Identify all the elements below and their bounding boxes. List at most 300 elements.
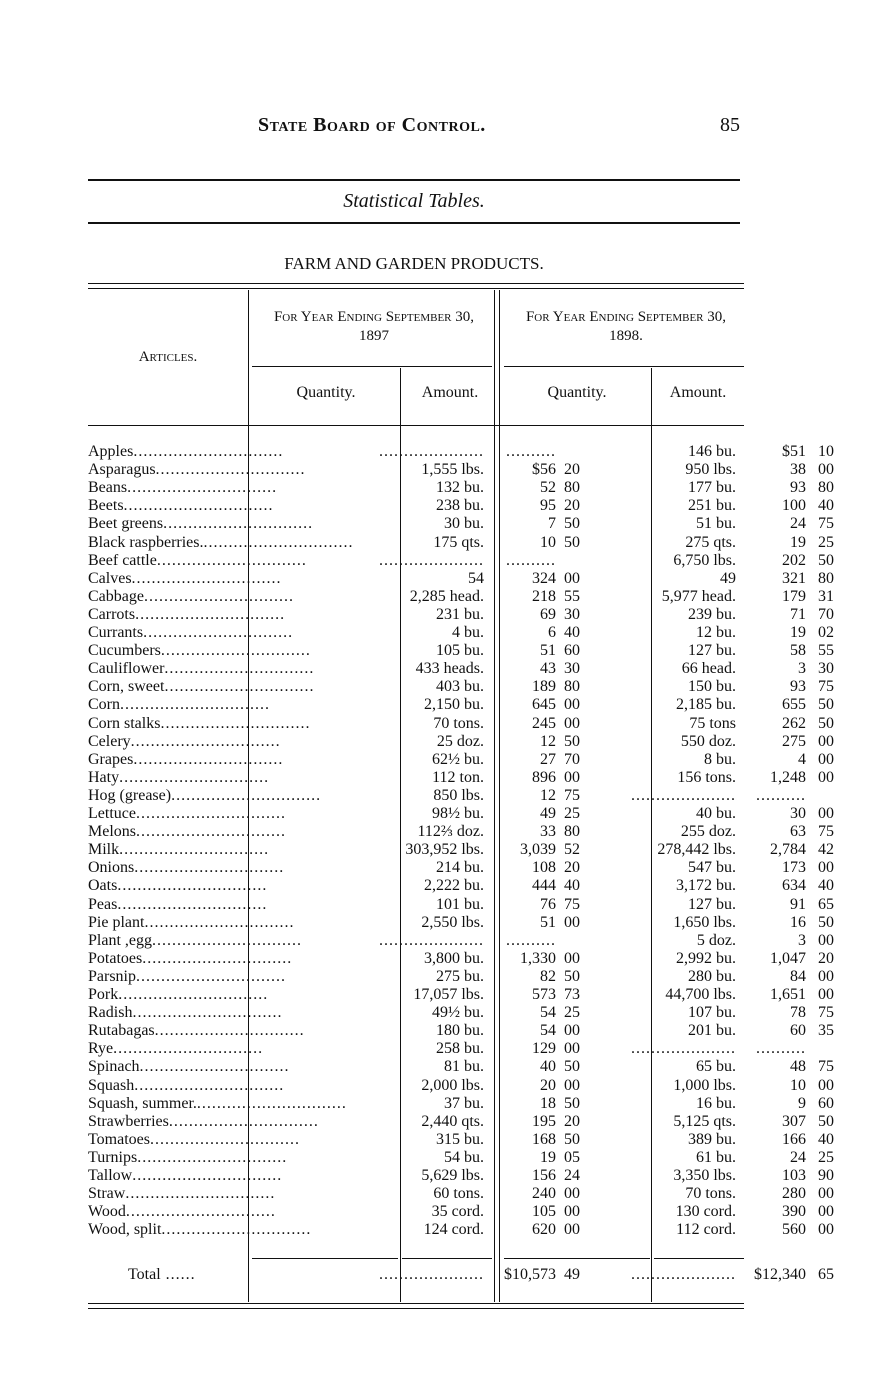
row-cents-1898: 75 — [818, 823, 834, 841]
row-amount-1897: 82 — [540, 967, 556, 985]
row-quantity-1897: 105 bu. — [436, 642, 484, 660]
row-amount-1898: 48 — [790, 1058, 806, 1076]
row-cents-1897: 00 — [564, 1040, 580, 1058]
row-quantity-1897: ..................... — [379, 443, 484, 460]
row-quantity-1898: 5,125 qts. — [673, 1112, 736, 1130]
table-row — [88, 1094, 834, 1113]
table-row — [88, 461, 834, 479]
table-row — [88, 859, 834, 877]
row-quantity-1898: ..................... — [631, 786, 736, 804]
row-quantity-1898: 547 bu. — [688, 859, 736, 877]
rule-section — [88, 222, 740, 224]
article-label: Currants — [88, 624, 144, 641]
row-article-name: Pork.............................. — [88, 986, 269, 1003]
row-amount-1898: $51 — [782, 443, 806, 460]
table-row — [88, 696, 834, 714]
article-label: Pie plant — [88, 913, 145, 931]
row-article-name: Oats.............................. — [88, 877, 268, 895]
article-label: Beef cattle — [88, 551, 157, 569]
page-number: 85 — [720, 114, 740, 136]
rule-total-1898-a — [654, 1258, 744, 1259]
table-row — [88, 931, 834, 950]
row-quantity-1897: 98½ bu. — [432, 805, 484, 822]
row-article-name: Peas.............................. — [88, 895, 268, 913]
row-amount-1897: 52 — [540, 479, 556, 497]
row-quantity-1898: 5 doz. — [696, 931, 736, 949]
row-article-name: Milk.............................. — [88, 841, 270, 859]
table-row — [88, 1130, 834, 1149]
row-amount-1897: $56 — [532, 461, 556, 479]
row-quantity-1897: ..................... — [379, 551, 484, 569]
row-amount-1898: 93 — [790, 678, 806, 696]
row-article-name: Lettuce.............................. — [88, 805, 286, 822]
row-cents-1897: 25 — [564, 1004, 580, 1022]
row-cents-1898: 00 — [818, 461, 834, 479]
row-article-name: Plant ,egg.............................. — [88, 931, 302, 949]
row-amount-1897: 12 — [540, 786, 556, 804]
row-amount-1898: 262 — [782, 714, 806, 732]
table-row — [88, 1221, 834, 1239]
header-amount-1897: Amount. — [421, 384, 479, 401]
header-period-1897: For Year Ending September 30, 1897 — [273, 309, 475, 344]
row-cents-1897: 40 — [564, 624, 580, 641]
row-cents-1898: 31 — [818, 587, 834, 605]
article-label: Oats — [88, 877, 118, 895]
row-article-name: Pie plant.............................. — [88, 913, 295, 931]
row-quantity-1897: 258 bu. — [436, 1040, 484, 1058]
row-cents-1897: 50 — [564, 533, 580, 551]
article-label: Beet greens — [88, 515, 164, 533]
row-amount-1897: 129 — [532, 1040, 556, 1058]
row-amount-1897: 33 — [540, 823, 556, 841]
row-cents-1897: 00 — [564, 949, 580, 967]
row-quantity-1897: 180 bu. — [436, 1022, 484, 1040]
row-quantity-1897: 4 bu. — [452, 624, 484, 641]
row-cents-1897: 50 — [564, 515, 580, 533]
row-quantity-1898: 950 lbs. — [685, 461, 736, 479]
row-quantity-1897: 315 bu. — [436, 1130, 484, 1148]
row-amount-1898: 19 — [790, 533, 806, 551]
table-row — [88, 786, 806, 805]
row-cents-1898: 25 — [818, 1148, 834, 1166]
row-article-name: Tallow.............................. — [88, 1167, 283, 1184]
row-cents-1898: 00 — [818, 1203, 834, 1221]
row-cents-1897: 20 — [564, 497, 580, 515]
row-article-name: Tomatoes.............................. — [88, 1130, 300, 1148]
row-amount-1897: 444 — [532, 877, 556, 895]
row-cents-1898: 00 — [818, 967, 834, 985]
table-row — [88, 660, 834, 678]
row-amount-1898: 3 — [798, 931, 806, 949]
row-cents-1898: 30 — [818, 660, 834, 678]
row-quantity-1898: 65 bu. — [696, 1058, 736, 1076]
article-label: Wood, split — [88, 1221, 162, 1239]
row-amount-1898: 10 — [790, 1076, 806, 1094]
row-cents-1897: 75 — [564, 786, 580, 804]
row-quantity-1897: 275 bu. — [436, 967, 484, 985]
row-amount-1897: 19 — [540, 1148, 556, 1166]
rule-header-bottom — [88, 425, 744, 426]
row-amount-1898: 103 — [782, 1167, 806, 1184]
row-amount-1898: 16 — [790, 913, 806, 931]
row-amount-1898: 100 — [782, 497, 806, 515]
row-quantity-1897: 54 bu. — [444, 1148, 484, 1166]
article-label: Strawberries — [88, 1112, 169, 1130]
article-label: Rye — [88, 1040, 114, 1058]
table-row — [88, 587, 834, 606]
row-quantity-1898: 75 tons — [689, 714, 736, 732]
row-cents-1898: 75 — [818, 678, 834, 696]
table-row — [88, 714, 834, 733]
row-amount-1897: 245 — [532, 714, 556, 732]
row-cents-1897: 80 — [564, 479, 580, 497]
article-label: Lettuce — [88, 805, 136, 822]
row-quantity-1898: 1,650 lbs. — [673, 913, 736, 931]
article-label: Tomatoes — [88, 1130, 150, 1148]
row-cents-1898: 50 — [818, 913, 834, 931]
row-amount-1897: .......... — [506, 443, 556, 460]
total-cents-1898: 65 — [818, 1266, 834, 1283]
row-article-name: Radish.............................. — [88, 1004, 283, 1022]
row-quantity-1898: 6,750 lbs. — [673, 551, 736, 569]
row-quantity-1898: 70 tons. — [685, 1185, 736, 1203]
article-label: Melons — [88, 823, 136, 841]
row-amount-1897: 573 — [532, 986, 556, 1003]
row-amount-1898: 30 — [790, 805, 806, 822]
row-amount-1898: 84 — [790, 967, 806, 985]
row-amount-1898: 63 — [790, 823, 806, 841]
row-cents-1898: 00 — [818, 986, 834, 1003]
rule-total-1898-q — [504, 1258, 650, 1259]
article-label: Cucumbers — [88, 642, 161, 660]
row-article-name: Wood.............................. — [88, 1203, 276, 1221]
row-quantity-1897: 433 heads. — [415, 660, 484, 678]
row-quantity-1898: 275 qts. — [685, 533, 736, 551]
table-row — [88, 1185, 834, 1203]
row-article-name: Haty.............................. — [88, 768, 270, 786]
row-amount-1897: 69 — [540, 605, 556, 623]
table-row — [88, 986, 834, 1004]
row-quantity-1897: 49½ bu. — [432, 1004, 484, 1022]
row-amount-1897: 18 — [540, 1094, 556, 1112]
row-amount-1897: 105 — [532, 1203, 556, 1221]
row-amount-1897: 76 — [540, 895, 556, 913]
row-cents-1898: 90 — [818, 1167, 834, 1184]
row-cents-1897: 55 — [564, 587, 580, 605]
row-amount-1897: 6 — [548, 624, 556, 641]
row-quantity-1898: 12 bu. — [696, 624, 736, 641]
row-article-name: Onions.............................. — [88, 859, 285, 877]
row-quantity-1898: 40 bu. — [696, 805, 736, 822]
row-article-name: Beans.............................. — [88, 479, 278, 497]
row-amount-1897: 645 — [532, 696, 556, 714]
row-article-name: Beets.............................. — [88, 497, 274, 515]
article-label: Squash, summer. — [88, 1094, 197, 1112]
row-cents-1898: 02 — [818, 624, 834, 641]
article-label: Radish — [88, 1004, 133, 1022]
rule-table-top-1 — [88, 283, 744, 284]
row-cents-1898: 40 — [818, 1130, 834, 1148]
table-row — [88, 1112, 834, 1131]
row-quantity-1897: 112 ton. — [432, 768, 484, 786]
row-cents-1897: 50 — [564, 967, 580, 985]
row-quantity-1898: 280 bu. — [688, 967, 736, 985]
table-row — [88, 732, 834, 751]
table-row — [88, 443, 834, 461]
row-amount-1897: 7 — [548, 515, 556, 533]
row-article-name: Corn.............................. — [88, 696, 270, 714]
row-amount-1897: 95 — [540, 497, 556, 515]
article-label: Squash — [88, 1076, 135, 1094]
row-quantity-1897: 81 bu. — [444, 1058, 484, 1076]
row-cents-1897: 50 — [564, 1130, 580, 1148]
table-row — [88, 895, 834, 914]
row-cents-1897: 52 — [564, 841, 580, 859]
row-quantity-1898: 156 tons. — [677, 768, 736, 786]
row-article-name: Grapes.............................. — [88, 750, 284, 768]
row-amount-1898: 93 — [790, 479, 806, 497]
row-cents-1898: 65 — [818, 895, 834, 913]
total-label: Total ...... — [128, 1266, 196, 1283]
row-article-name: Asparagus.............................. — [88, 461, 306, 479]
row-quantity-1897: 175 qts. — [433, 533, 484, 551]
table-row — [88, 551, 834, 570]
row-amount-1897: 324 — [532, 569, 556, 587]
row-article-name: Currants.............................. — [88, 624, 294, 641]
row-quantity-1898: 130 cord. — [675, 1203, 736, 1221]
total-amount-1897: $10,573 — [504, 1266, 556, 1283]
row-cents-1897: 00 — [564, 1203, 580, 1221]
row-article-name: Corn, sweet.............................. — [88, 678, 315, 696]
row-amount-1898: 560 — [782, 1221, 806, 1239]
row-article-name: Spinach.............................. — [88, 1058, 290, 1076]
row-quantity-1897: 5,629 lbs. — [421, 1167, 484, 1184]
row-article-name: Apples.............................. — [88, 443, 284, 460]
row-quantity-1898: 66 head. — [681, 660, 736, 678]
row-article-name: Wood, split.............................. — [88, 1221, 312, 1239]
row-quantity-1898: 177 bu. — [688, 479, 736, 497]
header-quantity-1898: Quantity. — [547, 384, 607, 401]
row-cents-1898: 40 — [818, 877, 834, 895]
row-cents-1897: 00 — [564, 1076, 580, 1094]
row-quantity-1898: 16 bu. — [696, 1094, 736, 1112]
rule-table-top-2 — [88, 288, 744, 289]
row-quantity-1898: 2,992 bu. — [676, 949, 736, 967]
row-quantity-1897: 2,285 head. — [409, 587, 484, 605]
rule-total-1897-a — [402, 1258, 492, 1259]
row-article-name: Squash.............................. — [88, 1076, 285, 1094]
section-title: Statistical Tables. — [343, 190, 485, 212]
row-cents-1898: 75 — [818, 1004, 834, 1022]
row-cents-1897: 00 — [564, 768, 580, 786]
row-quantity-1897: 25 doz. — [436, 732, 484, 750]
table-row — [88, 1022, 834, 1040]
row-amount-1897: 54 — [540, 1004, 556, 1022]
row-amount-1897: 10 — [540, 533, 556, 551]
row-article-name: Parsnip.............................. — [88, 967, 286, 985]
row-amount-1898: 3 — [798, 660, 806, 678]
row-amount-1898: 1,248 — [770, 768, 806, 786]
row-cents-1898: 80 — [818, 569, 834, 587]
total-q2-leader: ..................... — [631, 1266, 736, 1283]
row-amount-1897: 3,039 — [520, 841, 556, 859]
article-label: Cabbage — [88, 587, 144, 605]
row-amount-1897: 189 — [532, 678, 556, 696]
row-cents-1897: 24 — [564, 1167, 580, 1184]
article-label: Milk — [88, 841, 120, 859]
row-quantity-1898: 239 bu. — [688, 605, 736, 623]
row-article-name: Cauliflower.............................. — [88, 660, 315, 678]
row-article-name: Potatoes.............................. — [88, 949, 293, 967]
row-quantity-1897: 62½ bu. — [432, 750, 484, 768]
article-label: Celery — [88, 732, 131, 750]
row-cents-1898: 00 — [818, 732, 834, 750]
row-cents-1898: 00 — [818, 1221, 834, 1239]
row-amount-1898: 38 — [790, 461, 806, 479]
row-cents-1898: 00 — [818, 1076, 834, 1094]
table-row — [88, 533, 834, 552]
row-cents-1897: 60 — [564, 642, 580, 660]
row-amount-1897: 1,330 — [520, 949, 556, 967]
row-amount-1898: 655 — [782, 696, 806, 714]
row-cents-1898: 20 — [818, 949, 834, 967]
row-cents-1898: 42 — [818, 841, 834, 859]
row-amount-1897: 620 — [532, 1221, 556, 1239]
row-amount-1898: 71 — [790, 605, 806, 623]
row-cents-1897: 50 — [564, 1094, 580, 1112]
row-cents-1898: 75 — [818, 515, 834, 533]
row-cents-1897: 00 — [564, 714, 580, 732]
row-cents-1898: 50 — [818, 551, 834, 569]
row-article-name: Squash, summer............................... — [88, 1094, 347, 1112]
row-amount-1898: 1,047 — [770, 949, 806, 967]
running-head: State Board of Control. — [258, 114, 486, 136]
row-cents-1898: 00 — [818, 768, 834, 786]
row-quantity-1897: 101 bu. — [436, 895, 484, 913]
article-label: Parsnip — [88, 967, 136, 985]
row-quantity-1898: 201 bu. — [688, 1022, 736, 1040]
article-label: Apples — [88, 443, 134, 460]
rule-top — [88, 179, 740, 181]
row-cents-1898: 00 — [818, 1185, 834, 1203]
header-quantity-1897: Quantity. — [296, 384, 356, 401]
row-quantity-1898: 51 bu. — [696, 515, 736, 533]
row-quantity-1898: ..................... — [631, 1040, 736, 1058]
row-amount-1897: 40 — [540, 1058, 556, 1076]
row-amount-1897: 20 — [540, 1076, 556, 1094]
row-amount-1898: 390 — [782, 1203, 806, 1221]
row-amount-1897: 27 — [540, 750, 556, 768]
row-quantity-1898: 8 bu. — [704, 750, 736, 768]
row-amount-1897: 218 — [532, 587, 556, 605]
row-amount-1898: 280 — [782, 1185, 806, 1203]
row-quantity-1898: 127 bu. — [688, 895, 736, 913]
article-label: Corn — [88, 696, 120, 714]
row-quantity-1897: 70 tons. — [433, 714, 484, 732]
row-cents-1897: 00 — [564, 1022, 580, 1040]
row-cents-1898: 60 — [818, 1094, 834, 1112]
row-cents-1897: 73 — [564, 986, 580, 1003]
table-row — [88, 1058, 834, 1076]
row-article-name: Hog (grease).............................. — [88, 786, 322, 804]
row-amount-1897: 168 — [532, 1130, 556, 1148]
rule-bottom-2 — [88, 1308, 744, 1309]
row-amount-1898: 60 — [790, 1022, 806, 1040]
row-quantity-1898: 278,442 lbs. — [657, 841, 736, 859]
row-amount-1898: 179 — [782, 587, 806, 605]
row-amount-1898: 202 — [782, 551, 806, 569]
table-row — [88, 913, 834, 932]
row-amount-1898: .......... — [756, 1040, 806, 1058]
rule-bottom-1 — [88, 1303, 744, 1304]
row-cents-1897: 00 — [564, 913, 580, 931]
table-row — [88, 1076, 834, 1095]
row-cents-1897: 75 — [564, 895, 580, 913]
article-label: Peas — [88, 895, 118, 913]
row-article-name: Carrots.............................. — [88, 605, 286, 623]
table-row — [88, 1004, 834, 1022]
row-amount-1897: 43 — [540, 660, 556, 678]
row-cents-1897: 00 — [564, 1221, 580, 1239]
row-amount-1898: 2,784 — [770, 841, 806, 859]
row-article-name: Straw.............................. — [88, 1185, 276, 1203]
total-cents-1897: 49 — [564, 1266, 580, 1283]
header-articles: Articles. — [138, 349, 198, 365]
row-amount-1898: 78 — [790, 1004, 806, 1022]
row-quantity-1898: 5,977 head. — [661, 587, 736, 605]
article-label: Carrots — [88, 605, 136, 623]
row-quantity-1897: 2,550 lbs. — [421, 913, 484, 931]
row-amount-1898: 19 — [790, 624, 806, 641]
article-label: Onions — [88, 859, 135, 877]
row-quantity-1897: 17,057 lbs. — [413, 986, 484, 1003]
row-amount-1898: 173 — [782, 859, 806, 877]
table-row — [88, 841, 834, 859]
table-row — [88, 642, 834, 660]
row-quantity-1897: 403 bu. — [436, 678, 484, 696]
row-amount-1898: 58 — [790, 642, 806, 660]
row-quantity-1897: 54 — [468, 569, 484, 587]
header-period-1898: For Year Ending September 30, 1898. — [525, 309, 727, 344]
row-quantity-1897: 124 cord. — [423, 1221, 484, 1239]
row-cents-1897: 20 — [564, 859, 580, 877]
row-quantity-1897: 2,222 bu. — [424, 877, 484, 895]
table-row — [88, 624, 834, 642]
row-cents-1898: 00 — [818, 805, 834, 822]
article-label: Calves — [88, 569, 132, 587]
row-cents-1898: 50 — [818, 1112, 834, 1130]
row-quantity-1897: 60 tons. — [433, 1185, 484, 1203]
row-amount-1898: 4 — [798, 750, 806, 768]
table-row — [88, 949, 834, 968]
row-quantity-1898: 112 cord. — [676, 1221, 736, 1239]
article-label: Potatoes — [88, 949, 143, 967]
row-quantity-1898: 107 bu. — [688, 1004, 736, 1022]
row-quantity-1898: 3,172 bu. — [676, 877, 736, 895]
article-label: Straw — [88, 1185, 126, 1203]
row-article-name: Rye.............................. — [88, 1040, 264, 1058]
row-cents-1897: 00 — [564, 696, 580, 714]
article-label: Tallow — [88, 1167, 133, 1184]
table-row — [88, 823, 834, 841]
row-quantity-1897: 2,150 bu. — [424, 696, 484, 714]
row-quantity-1898: 150 bu. — [688, 678, 736, 696]
article-label: Spinach — [88, 1058, 140, 1076]
row-quantity-1898: 2,185 bu. — [676, 696, 736, 714]
row-cents-1898: 00 — [818, 931, 834, 949]
row-article-name: Celery.............................. — [88, 732, 281, 750]
row-quantity-1898: 389 bu. — [688, 1130, 736, 1148]
